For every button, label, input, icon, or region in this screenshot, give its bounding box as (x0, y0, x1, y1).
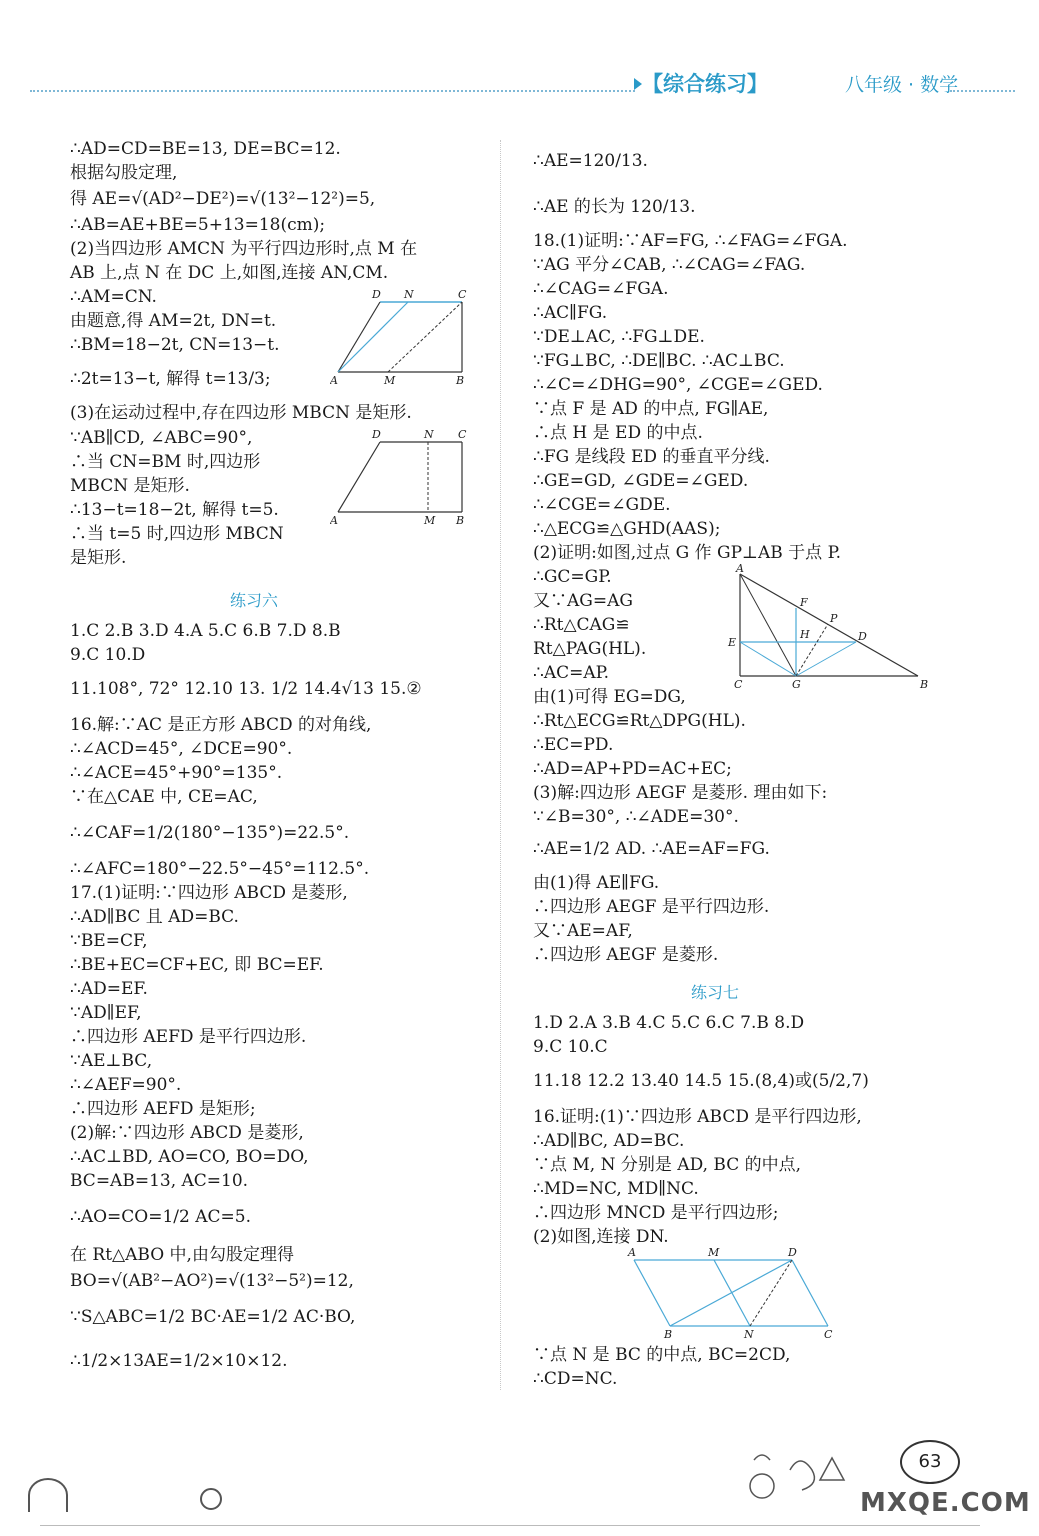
section-title-6: 练习六 (230, 591, 279, 610)
text-line: ∴△ECG≌△GHD(AAS); (533, 519, 721, 539)
column-divider (500, 140, 501, 1390)
text-line: ∴AO=CO=1/2 AC=5. (70, 1207, 251, 1227)
answer-line: 11.108°, 72° 12.10 13. 1/2 14.4√13 15.② (70, 679, 422, 699)
text-line: ∴AE=1/2 AD. ∴AE=AF=FG. (533, 839, 770, 859)
section-title-7: 练习七 (691, 983, 740, 1002)
fig3-label-e: E (728, 636, 737, 649)
fig1-label-b: B (456, 374, 465, 387)
text-line: ∴∠AFC=180°−22.5°−45°=112.5°. (70, 859, 370, 879)
header-title: 【综合练习】 (642, 72, 768, 96)
text-line: ∴四边形 AEFD 是矩形; (70, 1099, 256, 1119)
text-line: 17.(1)证明:∵四边形 ABCD 是菱形, (70, 883, 348, 903)
page-header (30, 64, 1015, 104)
text-line: ∴∠ACD=45°, ∠DCE=90°. (70, 739, 293, 759)
text-line: ∴13−t=18−2t, 解得 t=5. (70, 500, 279, 520)
header-subtitle: 八年级 · 数学 (845, 74, 959, 96)
answer-line: 11.18 12.2 13.40 14.5 15.(8,4)或(5/2,7) (533, 1071, 869, 1091)
fig1-label-c: C (458, 288, 467, 301)
text-line: AB 上,点 N 在 DC 上,如图,连接 AN,CM. (70, 263, 389, 283)
footer-bubble-icon (200, 1488, 222, 1510)
fig3-label-a: A (736, 562, 744, 575)
text-line: ∴EC=PD. (533, 735, 614, 755)
text-line: ∵AD∥EF, (70, 1003, 142, 1023)
footer-mushroom-icon (28, 1478, 68, 1512)
fig3-label-d: D (858, 630, 867, 643)
text-line: ∵点 N 是 BC 的中点, BC=2CD, (533, 1345, 791, 1365)
text-line: ∵AB∥CD, ∠ABC=90°, (70, 428, 253, 448)
fig3-label-h: H (800, 628, 810, 641)
text-line: 18.(1)证明:∵AF=FG, ∴∠FAG=∠FGA. (533, 231, 848, 251)
text-line: ∴AD=EF. (70, 979, 148, 999)
text-line: ∵∠B=30°, ∴∠ADE=30°. (533, 807, 739, 827)
text-line: MBCN 是矩形. (70, 476, 190, 496)
text-line: 得 AE=√(AD²−DE²)=√(13²−12²)=5, (70, 189, 376, 209)
fig3-label-p: P (830, 612, 838, 625)
text-line: (3)解:四边形 AEGF 是菱形. 理由如下: (533, 783, 828, 803)
text-line: ∴AB=AE+BE=5+13=18(cm); (70, 215, 326, 235)
fig2-label-b: B (456, 514, 465, 527)
text-line: 根据勾股定理, (70, 163, 178, 183)
fig1-label-m: M (384, 374, 396, 387)
text-line: ∴四边形 AEFD 是平行四边形. (70, 1027, 307, 1047)
watermark-text: MXQE.COM (860, 1488, 1031, 1518)
answer-line: 1.C 2.B 3.D 4.A 5.C 6.B 7.D 8.B (70, 621, 341, 641)
text-line: ∴GC=GP. (533, 567, 612, 587)
text-line: 由(1)得 AE∥FG. (533, 873, 660, 893)
text-line: 又∵AE=AF, (533, 921, 633, 941)
text-line: (2)当四边形 AMCN 为平行四边形时,点 M 在 (70, 239, 418, 259)
fig3-label-c: C (734, 678, 743, 691)
text-line: ∴AE 的长为 120/13. (533, 197, 696, 217)
text-line: ∴Rt△CAG≌ (533, 615, 630, 635)
fig2-label-n: N (424, 428, 434, 441)
text-line: ∴∠CAF=1/2(180°−135°)=22.5°. (70, 823, 350, 843)
text-line: ∴AE=120/13. (533, 151, 648, 171)
text-line: ∵BE=CF, (70, 931, 148, 951)
fig4-label-m: M (708, 1246, 720, 1259)
text-line: ∵FG⊥BC, ∴DE∥BC. ∴AC⊥BC. (533, 351, 785, 371)
text-line: ∴BE+EC=CF+EC, 即 BC=EF. (70, 955, 324, 975)
text-line: (2)解:∵四边形 ABCD 是菱形, (70, 1123, 304, 1143)
fig4-label-a: A (628, 1246, 636, 1259)
text-line: ∴AM=CN. (70, 287, 157, 307)
text-line: ∴AC⊥BD, AO=CO, BO=DO, (70, 1147, 309, 1167)
text-line: ∴AD∥BC, AD=BC. (533, 1131, 685, 1151)
footer-rule (40, 1525, 980, 1526)
text-line: ∴∠C=∠DHG=90°, ∠CGE=∠GED. (533, 375, 823, 395)
fig3-label-f: F (800, 596, 808, 609)
figure-parallelogram-amcn (330, 288, 470, 392)
text-line: ∴∠CGE=∠GDE. (533, 495, 671, 515)
fig1-label-n: N (404, 288, 414, 301)
text-line: 16.证明:(1)∵四边形 ABCD 是平行四边形, (533, 1107, 862, 1127)
text-line: ∴AC∥FG. (533, 303, 608, 323)
answer-line: 1.D 2.A 3.B 4.C 5.C 6.C 7.B 8.D (533, 1013, 805, 1033)
text-line: ∴FG 是线段 ED 的垂直平分线. (533, 447, 770, 467)
text-line: ∴当 CN=BM 时,四边形 (70, 452, 261, 472)
text-line: Rt△PAG(HL). (533, 639, 647, 659)
text-line: ∴当 t=5 时,四边形 MBCN (70, 524, 284, 544)
text-line: BO=√(AB²−AO²)=√(13²−5²)=12, (70, 1271, 354, 1291)
text-line: ∴AD=AP+PD=AC+EC; (533, 759, 732, 779)
text-line: ∵在△CAE 中, CE=AC, (70, 787, 258, 807)
fig4-label-c: C (824, 1328, 833, 1340)
text-line: ∴四边形 AEGF 是菱形. (533, 945, 719, 965)
text-line: ∵DE⊥AC, ∴FG⊥DE. (533, 327, 705, 347)
text-line: ∴1/2×13AE=1/2×10×12. (70, 1351, 288, 1371)
page-number: 63 (900, 1440, 960, 1484)
text-line: ∵点 M, N 分别是 AD, BC 的中点, (533, 1155, 802, 1175)
fig2-label-d: D (372, 428, 381, 441)
text-line: 由(1)可得 EG=DG, (533, 687, 686, 707)
footer-cartoon-icon (740, 1440, 850, 1510)
fig3-label-g: G (792, 678, 801, 691)
text-line: ∴MD=NC, MD∥NC. (533, 1179, 699, 1199)
text-line: ∴四边形 AEGF 是平行四边形. (533, 897, 770, 917)
text-line: (3)在运动过程中,存在四边形 MBCN 是矩形. (70, 403, 412, 423)
text-line: 由题意,得 AM=2t, DN=t. (70, 311, 277, 331)
fig1-label-d: D (372, 288, 381, 301)
text-line: 16.解:∵AC 是正方形 ABCD 的对角线, (70, 715, 372, 735)
text-line: ∴AD∥BC 且 AD=BC. (70, 907, 239, 927)
text-line: ∴四边形 MNCD 是平行四边形; (533, 1203, 779, 1223)
fig2-label-a: A (330, 514, 338, 527)
text-line: ∵S△ABC=1/2 BC·AE=1/2 AC·BO, (70, 1307, 356, 1327)
text-line: ∵点 F 是 AD 的中点, FG∥AE, (533, 399, 769, 419)
text-line: ∴∠ACE=45°+90°=135°. (70, 763, 283, 783)
text-line: 在 Rt△ABO 中,由勾股定理得 (70, 1245, 294, 1265)
text-line: ∵AE⊥BC, (70, 1051, 153, 1071)
text-line: ∵AG 平分∠CAB, ∴∠CAG=∠FAG. (533, 255, 806, 275)
header-dotted-rule-right (950, 90, 1015, 92)
text-line: ∴AC=AP. (533, 663, 610, 683)
text-line: BC=AB=13, AC=10. (70, 1171, 249, 1191)
triangle-arrow-icon (634, 78, 642, 90)
text-line: (2)证明:如图,过点 G 作 GP⊥AB 于点 P. (533, 543, 841, 563)
figure-rectangle-mbcn (330, 428, 470, 532)
text-line: 又∵AG=AG (533, 591, 633, 611)
text-line: ∴GE=GD, ∠GDE=∠GED. (533, 471, 749, 491)
fig1-label-a: A (330, 374, 338, 387)
text-line: ∴Rt△ECG≌Rt△DPG(HL). (533, 711, 746, 731)
text-line: ∴点 H 是 ED 的中点. (533, 423, 703, 443)
text-line: ∴∠CAG=∠FGA. (533, 279, 669, 299)
fig2-label-c: C (458, 428, 467, 441)
text-line: ∴2t=13−t, 解得 t=13/3; (70, 369, 271, 389)
figure-parallelogram-abcd (624, 1244, 844, 1344)
fig3-label-b: B (920, 678, 929, 691)
text-line: (2)如图,连接 DN. (533, 1227, 669, 1247)
fig2-label-m: M (424, 514, 436, 527)
text-line: 是矩形. (70, 548, 127, 568)
text-line: ∴∠AEF=90°. (70, 1075, 182, 1095)
fig4-label-b: B (664, 1328, 673, 1340)
text-line: ∴BM=18−2t, CN=13−t. (70, 335, 280, 355)
header-dotted-rule-left (30, 90, 635, 92)
fig4-label-d: D (788, 1246, 797, 1259)
fig4-label-n: N (744, 1328, 754, 1340)
answer-line: 9.C 10.D (70, 645, 146, 665)
figure-triangle-abc (726, 562, 936, 696)
text-line: ∴CD=NC. (533, 1369, 618, 1389)
text-line: ∴AD=CD=BE=13, DE=BC=12. (70, 139, 341, 159)
answer-line: 9.C 10.C (533, 1037, 608, 1057)
